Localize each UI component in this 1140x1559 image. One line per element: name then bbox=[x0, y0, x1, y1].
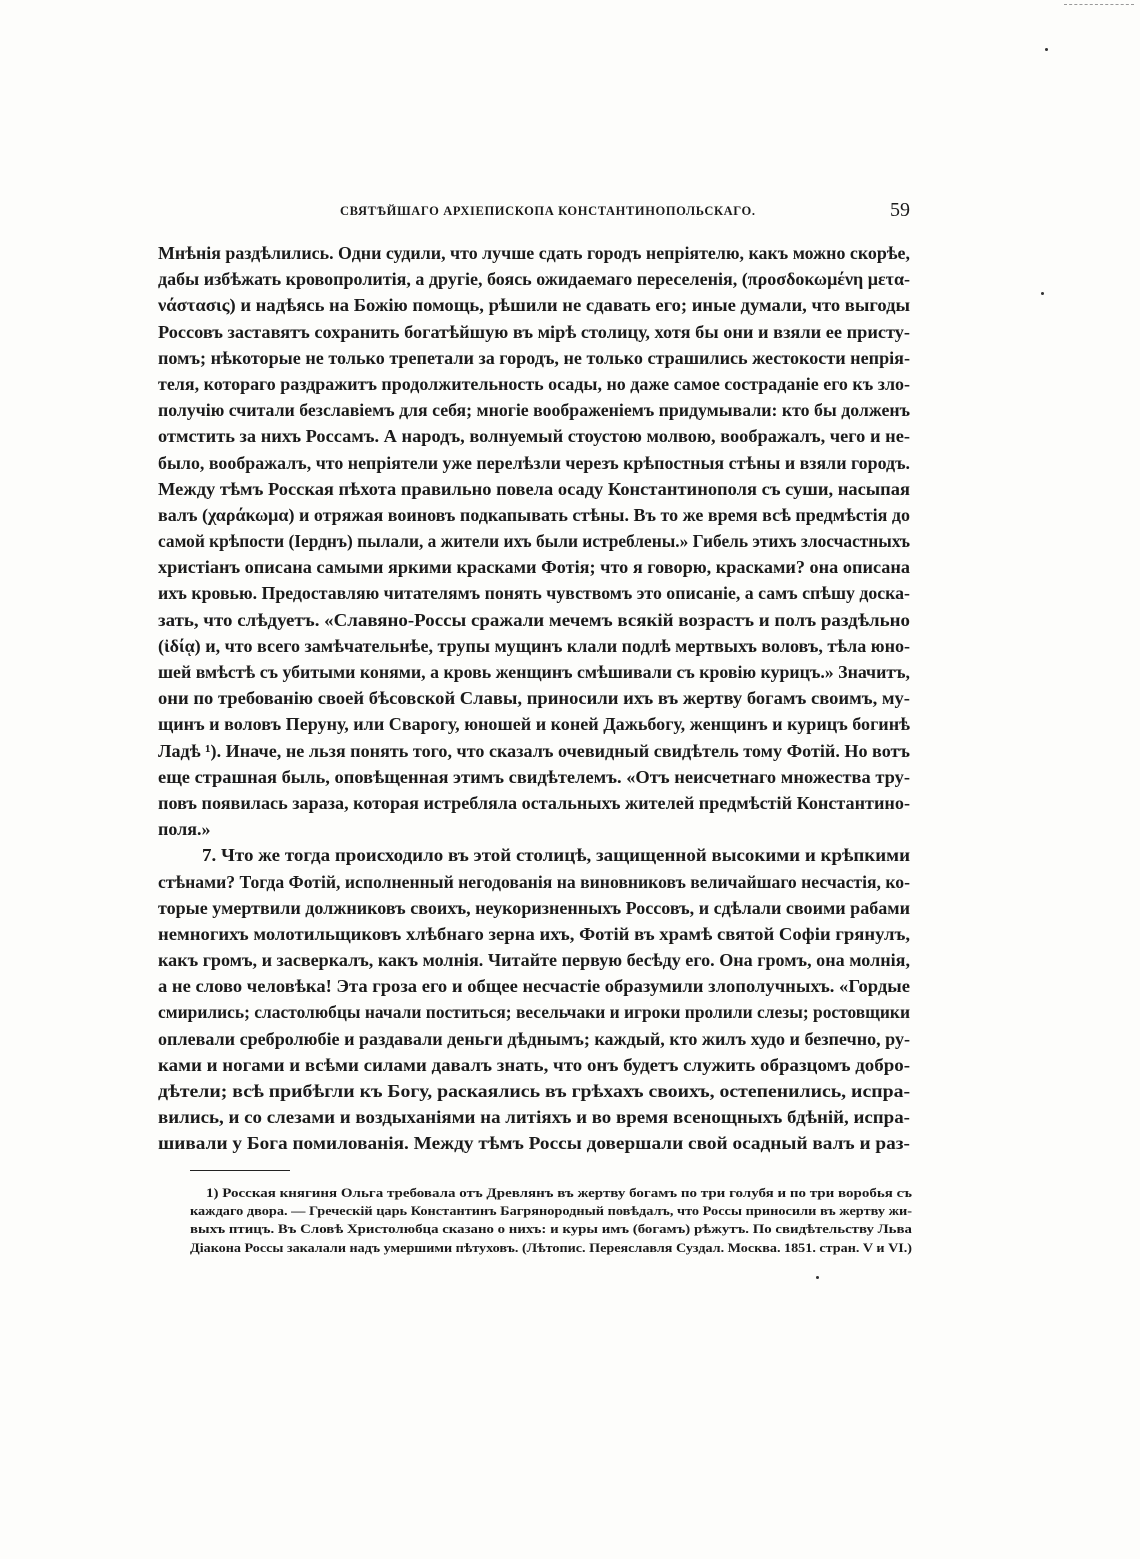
text-line: торые умертвили должниковъ своихъ, неукоризненныхъ Россовъ, и сдѣлали своими рабами bbox=[158, 897, 910, 918]
text-line: было, воображалъ, что непріятели уже перелѣзли черезъ крѣпостныя стѣны и взяли городъ. bbox=[158, 452, 910, 473]
footnote-line: выхъ птицъ. Въ Словѣ Христолюбца сказано о нихъ: и куры имъ (богамъ) рѣжутъ. По свидѣтельству Льва bbox=[190, 1222, 912, 1237]
text-line: повъ появилась зараза, которая истребляла остальныхъ жителей предмѣстій Константино- bbox=[158, 792, 911, 813]
page-header bbox=[158, 199, 910, 226]
text-line: дѣтели; всѣ прибѣгли къ Богу, раскаялись въ грѣхахъ своихъ, остепенились, испра- bbox=[158, 1081, 911, 1101]
text-line: они по требованію своей бѣсовской Славы, приносили ихъ въ жертву богамъ своимъ, му- bbox=[158, 688, 910, 709]
footnote-line: 1) Росская княгиня Ольга требовала отъ Древлянъ въ жертву богамъ по три голубя и по три воробья съ bbox=[206, 1186, 913, 1200]
scan-speck bbox=[1041, 292, 1044, 295]
footnote-line: Діакона Россы закалали надъ умершими пѣтуховъ. (Лѣтопис. Переяславля Суздал. Москва. 1851. стран. V и VI.) bbox=[190, 1240, 913, 1255]
text-line: зать, что слѣдуетъ. «Славяно-Россы сражали мечемъ всякій возрастъ и полъ раздѣльно bbox=[158, 609, 910, 630]
text-line: теля, котораго раздражитъ продолжительность осады, но даже самое состраданіе его къ зло- bbox=[158, 373, 911, 394]
scan-speck bbox=[816, 1276, 819, 1279]
text-line: ками и ногами и всѣми силами давалъ знать, что онъ будетъ служить образцомъ добро- bbox=[158, 1054, 911, 1075]
text-line: Между тѣмъ Росская пѣхота правильно повела осаду Константинополя съ суши, насыпая bbox=[158, 478, 911, 499]
text-line: (ἰδίᾳ) и, что всего замѣчательнѣе, трупы мущинъ клали подлѣ мертвыхъ воловъ, тѣла юно- bbox=[158, 635, 911, 656]
text-line: Россовъ заставятъ сохранить богатѣйшую въ мірѣ столицу, хотя бы они и взяли ее присту- bbox=[158, 321, 911, 342]
text-line: а не слово человѣка! Эта гроза его и общее несчастіе образумили злополучныхъ. «Гордые bbox=[158, 976, 911, 997]
text-line: дабы избѣжать кровопролитія, а другіе, боясь ожидаемаго переселенія, (προσδοκωμένη μετα- bbox=[158, 269, 911, 290]
text-line: отмстить за нихъ Россамъ. А народъ, волнуемый стоустою молвою, воображалъ, чего и не- bbox=[158, 426, 910, 447]
text-line: Мнѣнія раздѣлились. Одни судили, что лучше сдать городъ непріятелю, какъ можно скорѣе, bbox=[158, 243, 910, 263]
text-line: самой крѣпости (Іерднъ) пылали, а жители ихъ были истреблены.» Гибель этихъ злосчастныхъ bbox=[158, 531, 910, 552]
text-line: щинъ и воловъ Перуну, или Сварогу, юношей и коней Дажьбогу, женщинъ и курицъ богинѣ bbox=[158, 714, 910, 735]
text-line: смирились; сластолюбцы начали поститься; весельчаки и игроки пролили слезы; ростовщики bbox=[158, 1002, 910, 1023]
text-line: νάστασις) и надѣясь на Божію помощь, рѣшили не сдавать его; иные думали, что выгоды bbox=[158, 295, 911, 316]
footnote-line: каждаго двора. — Греческій царь Константинъ Багрянородный повѣдалъ, что Россы приносили въ жертву жи- bbox=[190, 1204, 912, 1219]
text-line: ихъ кровью. Предоставляю читателямъ понять чувствомъ это описаніе, а самъ спѣшу доска- bbox=[158, 583, 910, 604]
page-number: 59 bbox=[890, 199, 910, 221]
scan-edge-marks bbox=[1064, 4, 1134, 11]
text-line: валъ (χαράκωμα) и отряжая воиновъ подкапывать стѣны. Въ то же время всѣ предмѣстія до bbox=[158, 504, 910, 525]
scan-speck bbox=[1045, 48, 1048, 51]
footnotes bbox=[190, 1184, 912, 1257]
text-line: Ладѣ ¹). Иначе, не льзя понять того, что сказалъ очевидный свидѣтель тому Фотій. Но вотъ bbox=[158, 740, 911, 761]
main-text bbox=[158, 240, 910, 1157]
text-line: шей вмѣстѣ съ убитыми конями, а кровь женщинъ смѣшивали съ кровію курицъ.» Значитъ, bbox=[158, 662, 910, 682]
running-title: СВЯТѢЙШАГО АРХІЕПИСКОПА КОНСТАНТИНОПОЛЬСКАГО. bbox=[340, 204, 756, 218]
text-line: немногихъ молотильщиковъ хлѣбнаго зерна ихъ, Фотій въ храмѣ святой Софіи грянулъ, bbox=[158, 923, 911, 944]
footnote-separator bbox=[190, 1170, 290, 1171]
text-line: какъ громъ, и засверкалъ, какъ молнія. Читайте первую бесѣду его. Она громъ, она молнія, bbox=[158, 950, 911, 971]
text-line: еще страшная быль, оповѣщенная этимъ свидѣтелемъ. «Отъ неисчетнаго множества тру- bbox=[158, 766, 911, 787]
text-line: поля.» bbox=[158, 819, 211, 840]
text-line: стѣнами? Тогда Фотій, исполненный негодованія на виновниковъ величайшаго несчастія, ко- bbox=[158, 871, 910, 892]
text-line: вились, и со слезами и воздыханіями на литіяхъ и во время всенощныхъ бдѣній, испра- bbox=[158, 1107, 910, 1128]
text-line: христіанъ описана самыми яркими красками Фотія; что я говорю, красками? она описана bbox=[158, 557, 911, 578]
text-line: получію считали безславіемъ для себя; многіе воображеніемъ придумывали: кто бы долженъ bbox=[158, 400, 911, 421]
text-line: помъ; нѣкоторые не только трепетали за городъ, не только страшились жестокости непрія- bbox=[158, 347, 911, 368]
paragraph-start-line: 7. Что же тогда происходило въ этой столицѣ, защищенной высокими и крѣпкими bbox=[202, 845, 911, 866]
text-line: оплевали сребролюбіе и раздавали деньги дѣднымъ; каждый, кто жилъ худо и безпечно, ру- bbox=[158, 1028, 911, 1049]
text-line: шивали у Бога помилованія. Между тѣмъ Россы довершали свой осадный валъ и раз- bbox=[158, 1133, 910, 1154]
